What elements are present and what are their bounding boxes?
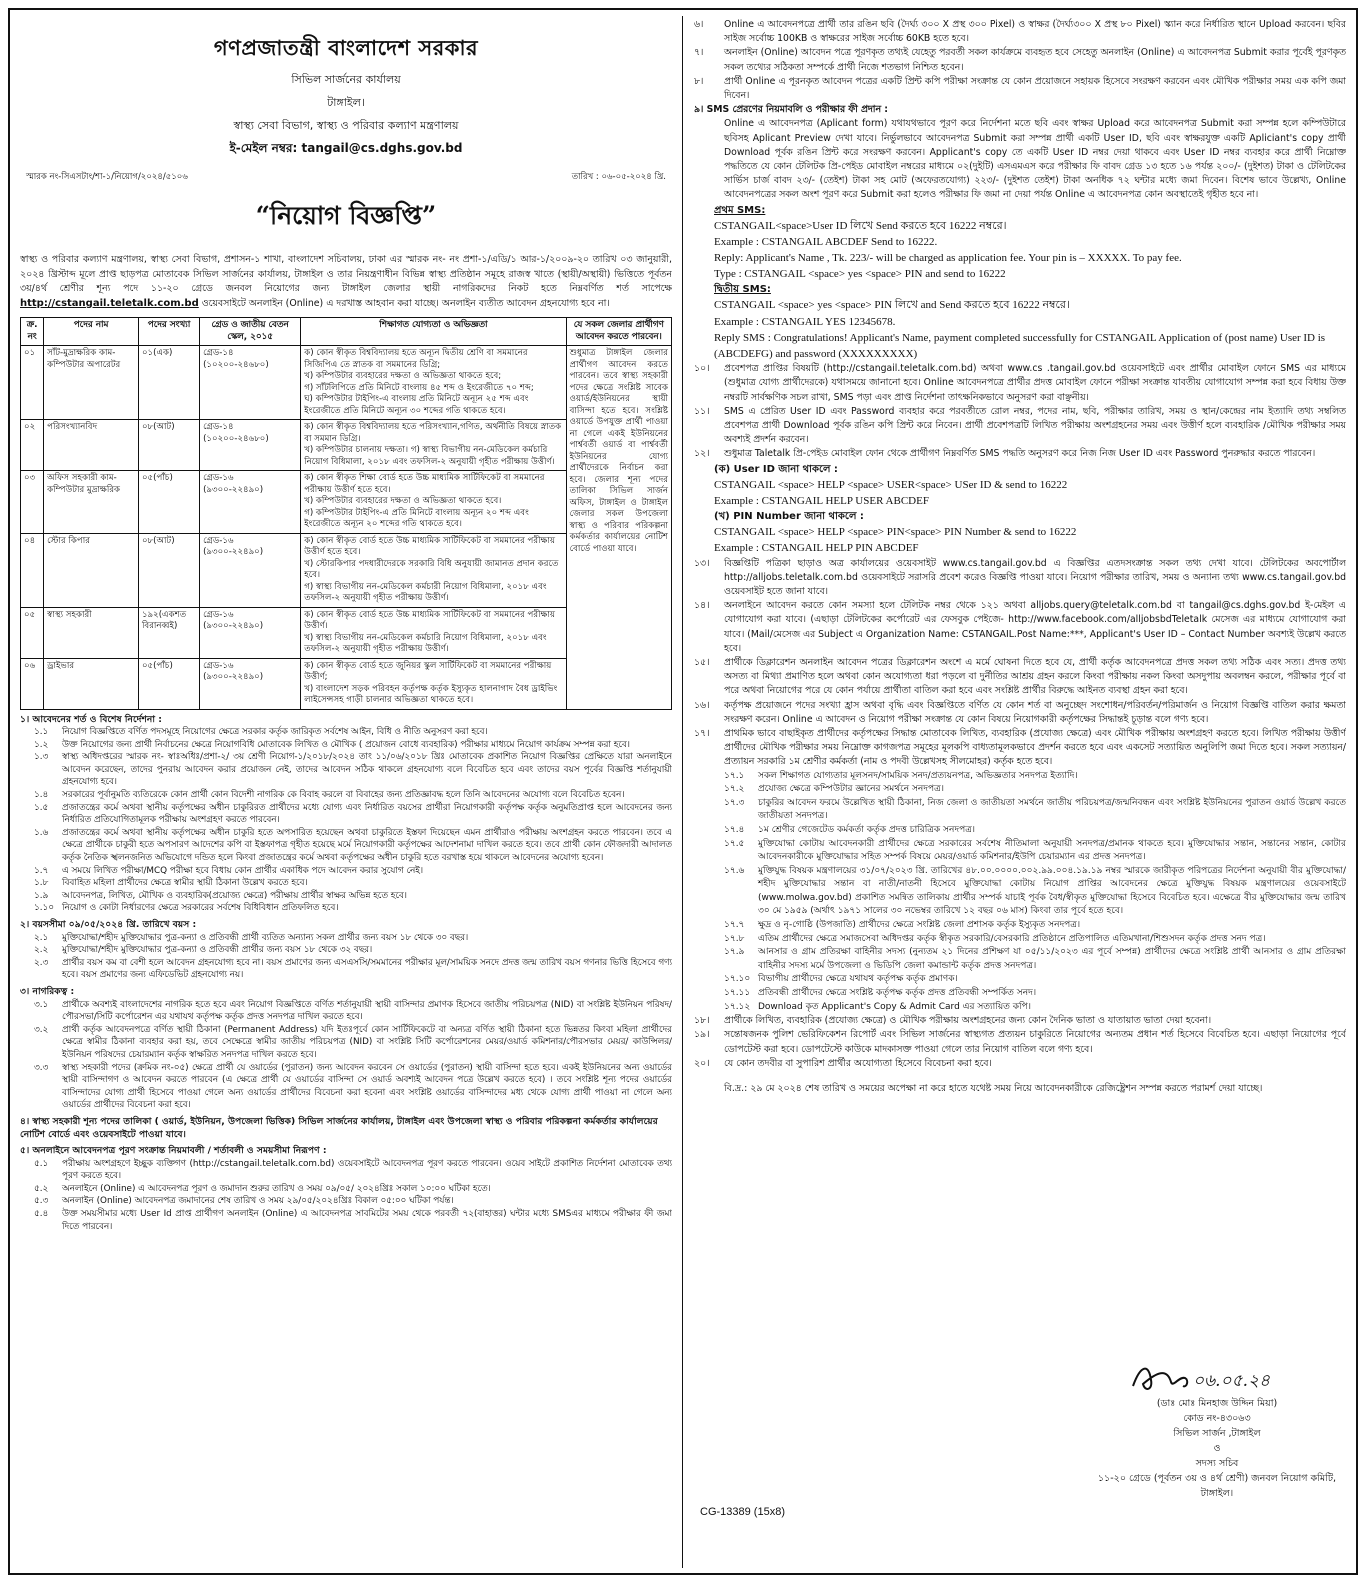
instruction-15: ১৫। প্রার্থীকে ডিক্লারেশন অনলাইন আবেদন পত্রের ডিক্লারেশন অংশে এ মর্মে ঘোষনা দিতে হবে যে, প্রার্থী কর্তৃক আবেদনপত্রে প্রদত্ত সকল তথ্য সঠিক এবং সত্য। প্রদত্ত তথ্য অসত্য বা মিথ্যা প্রমাণিত হলে অথবা কোন অযোগ্যতা ধরা পড়লে বা দুর্নীতির আশ্রয় গ্রহন করলে কিংবা পরীক্ষায় নকল কিংবা অসদুপায় অবলম্বন করলে, পরীক্ষার পূর্বে বা পরে অথবা নিয়োগের পরে যে কোন পর্যায়ে প্রার্থীতা বাতিল করা হবে এবং সংশ্লিষ্ট প্রার্থীর বিরুদ্ধে আইনত ব্যবস্থা গ্রহন করা হবে। [694, 656, 1346, 697]
qualification-line: ঘ) কম্পিউটার টাইপিং-এ বাংলায় প্রতি মিনিটে অন্যূন ২৫ শব্দ এবং ইংরেজীতে প্রতি মিনিটে অন্যূন ৩০ শব্দের গতি থাকতে হবে। [304, 394, 529, 416]
document-item [694, 824, 1346, 838]
section-heading: ৩। নাগরিকত্ব : [20, 985, 75, 997]
grade-label: গ্রেড-১৬ [203, 473, 234, 483]
qualification-line: খ) বাংলাদেশ সড়ক পরিবহন কর্তৃপক্ষ কর্তৃক ইস্যুকৃত হালনাগাদ বৈধ ড্রাইভিং লাইসেন্সসহ গাড়ী চালনার অভিজ্ঞতা থাকতে হবে। [304, 683, 558, 705]
condition-text: প্রজাতন্ত্রের কর্মে অথবা স্থানীয় কর্তৃপক্ষের অধীন চাকুরিরত প্রার্থীদের মধ্যে যোগ্য এবং নির্ধারিত বয়সের প্রার্থীরা নিয়োগকারী কর্তৃপক্ষ কর্তৃক অনুমতিপ্রাপ্ত হলে আবেদনের জন্য নির্ধারিত প্রতিযোগিতামূলক পরীক্ষায় অংশগ্রহণ করতে পারবেন। [62, 802, 672, 826]
cell-post-count: ০৫(পাঁচ) [138, 658, 199, 709]
condition-text: নিয়োগ বিজ্ঞপ্তিতে বর্ণিত পদসমূহে নিয়োগের ক্ষেত্রে সরকার কর্তৃক জারিকৃত সর্বশেষ আইন, বিধি ও নীতি অনুসরণ করা হবে। [62, 727, 488, 738]
condition-number: ২.১ [34, 932, 49, 943]
cell-qualification [301, 420, 566, 471]
footnote: বি.দ্র.: ২৯ মে ২০২৪ শেষ তারিখ ও সময়ের অপেক্ষা না করে হাতে যথেষ্ট সময় নিয়ে আবেদনকারীকে রেজিষ্ট্রেশন সম্পন্ন করতে পরামর্শ দেয়া যাচ্ছে। [724, 1083, 1263, 1095]
cell-qualification [301, 533, 566, 607]
cell-post-name: সাঁট-মুদ্রাক্ষরিক কাম-কম্পিউটার অপারেটর [44, 346, 139, 420]
grade-label: গ্রেড-১৬ [203, 535, 234, 546]
condition-text: প্রার্থীকে অবশ্যই বাংলাদেশের নাগরিক হতে হবে এবং নিয়োগ বিজ্ঞপ্তিতে বর্ণিত শর্তানুযায়ী স্থায়ী বাসিন্দার প্রমাণক হিসেবে জাতীয় পরিচয়পত্র (NID) বা সংশ্লিষ্ট ইউনিয়ন পরিষদ/ পৌরসভা/সিটি কর্পোরেশন এর যথাযথ কর্তৃপক্ষ কর্তৃক প্রদত্ত সনদপত্র দাখিল করতে হবে। [62, 999, 672, 1023]
cell-post-count: ০৮(আট) [138, 420, 199, 471]
document-item [694, 973, 1346, 987]
condition-number: ৩.১ [34, 999, 49, 1010]
sms-instruction-line: Reply SMS : Congratulations! Applicant's Name, payment completed successfully for CSTANGAIL Application of (post name) User ID is (ABCDEFG) and password (XXXXXXXXX) [714, 331, 1326, 361]
sms1-block [694, 218, 1346, 283]
column-divider [682, 16, 683, 1568]
condition-number: ১.৫ [34, 802, 49, 813]
document-number: ১৭.৪ [724, 824, 745, 835]
document-item [694, 946, 1346, 973]
posts-table [20, 317, 672, 710]
qualification-line: গ) স্বাস্থ্য বিভাগীয় নন-মেডিকেল কর্মচারী নিয়োগ বিধিমালা, ২০১৮ এবং তফসিল-২ অনুযায়ী গৃহীত পরীক্ষায় উত্তীর্ণ। [304, 581, 547, 603]
condition-number: ২.৩ [34, 957, 49, 968]
header-serial: ক্র. নং [21, 318, 44, 346]
cell-serial: ০৩ [21, 471, 44, 534]
documents-list [694, 770, 1346, 1015]
sms-help-line: CSTANGAIL <space> HELP <space> PIN<space> PIN Number & send to 16222 [714, 526, 1077, 539]
condition-item [20, 1195, 672, 1208]
cell-post-name: ড্রাইভার [44, 658, 139, 709]
document-item [694, 865, 1346, 919]
instruction-16: ১৬। কর্তৃপক্ষ প্রয়োজনে পদের সংখ্যা হ্রাস অথবা বৃদ্ধি এবং বিজ্ঞপ্তিতে বর্ণিত যে কোন শর্ত বা অনুচ্ছেদ সংশোধন/পরিবর্তন/পরিমার্জন ও নিয়োগ বিজ্ঞপ্তি বাতিল করার ক্ষমতা সংরক্ষণ করেন। Online এ আবেদন ও নিয়োগ পরীক্ষা সংক্রান্ত যে কোন বিষয়ে নিয়োগকারী কর্তৃপক্ষের সিদ্ধান্তই চূড়ান্ত বলে গণ্য হবে। [694, 699, 1346, 725]
pay-scale: (৯৩০০-২২৪৯০) [203, 672, 264, 682]
notice-title: “নিয়োগ বিজ্ঞপ্তি” [255, 201, 437, 230]
condition-text: প্রার্থীর বয়স কম বা বেশী হলে আবেদন গ্রহনযোগ্য হবে না। বয়স প্রমাণের জন্য এসএসসি/সমমানের পরীক্ষার মূল/সাময়িক সনদে প্রদত্ত জন্ম তারিখ বয়স গণনার ভিত্তি হিসেবে গণ্য হবে। বয়স প্রমাণের জন্য এফিডেভিট গ্রহনযোগ্য নয়। [62, 957, 672, 981]
memo-row [20, 170, 672, 184]
document-text: চাকুরির আবেদন ফরমে উল্লেখিত স্থায়ী ঠিকানা, নিজ জেলা ও জাতীয়তা সমর্থনে জাতীয় পরিচয়পত্র/জন্মনিবন্ধন এবং সংশ্লিষ্ট ইউনিয়নের পুরাতন ওয়ার্ড উল্লেখ করতে জাতীয়তা সনদপত্র। [758, 797, 1346, 822]
condition-text: সরকারের পূর্বানুমতি ব্যতিরেকে কোন প্রার্থী কোন বিদেশী নাগরিক কে বিবাহ করলে বা বিবাহের জন্য প্রতিজ্ঞাবদ্ধ হলে তিনি আবেদনের অযোগ্য বলে বিবেচিত হবেন। [62, 790, 625, 801]
document-text: এতিম প্রার্থীদের ক্ষেত্রে সমাজসেবা অধিদপ্তর কর্তৃক স্বীকৃত সরকারি/বেসরকারি প্রতিষ্ঠানে প্রতিপালিত এতিমখানা/শিশুসদন কর্তৃক প্রদত্ত সনদ পত্র। [758, 933, 1266, 944]
document-item [694, 783, 1346, 797]
cell-qualification [301, 346, 566, 420]
condition-text: প্রার্থী কর্তৃক আবেদনপত্রে বর্ণিত স্থায়ী ঠিকানা (Permanent Address) যদি ইতঃপূর্বে কোন সার্টিফিকেটে বা অন্যত্র বর্ণিত স্থায়ী ঠিকানা হতে ভিন্নতর কিংবা মহিলা প্রার্থীদের ক্ষেত্রে স্বামীর ঠিকানা ব্যবহার করা হয়, তবে সেক্ষেত্রে স্বামীর জাতীয় পরিচয়পত্র (NID) বা সংশ্লিষ্ট সিটি কর্পোরেশনের মেয়র/ওয়ার্ড কমিশনার/পৌরসভার মেয়র/ কাউন্সিলর/ইউনিয়ন পরিষদের চেয়ারম্যান কর্তৃক স্বাক্ষরিত সনদপত্র দাখিল করতে হবে। [62, 1024, 672, 1060]
instruction-9-heading: ৯। SMS প্রেরণের নিয়মাবলি ও পরীক্ষার ফী প্রদান : [694, 104, 889, 116]
qualification-line: ক) কোন স্বীকৃত বোর্ড হতে উচ্চ মাধ্যমিক সার্টিফিকেট বা সমমানের পরীক্ষায় উত্তীর্ণ হতে হবে। [304, 535, 556, 557]
document-number: ১৭.১০ [724, 974, 751, 985]
document-text: বিভাগীয় প্রার্থীদের ক্ষেত্রে যথাযথ কর্তৃপক্ষ কর্তৃক প্রমাণক। [758, 974, 958, 985]
qualification-line: গ) কম্পিউটার টাইপিং-এ প্রতি মিনিটে বাংলায় অন্যূন ২০ শব্দ এবং ইংরেজীতে অন্যূন ২০ শব্দের গতি থাকতে হবে। [304, 507, 529, 529]
document-item [694, 933, 1346, 947]
document-text: মুক্তিযুদ্ধ বিষয়ক মন্ত্রণালয়ের ৩১/০৭/২০২৩ খ্রি. তারিখের ৪৮.০০.০০০০.০০২.৯৯.০০৪.১৯.১৯ নম্বর স্মারকে জারীকৃত পরিপত্রের নির্দেশনা অনুযায়ী বীর মুক্তিযোদ্ধা/ শহীদ মুক্তিযোদ্ধার সন্তান বা নাতী/নাতনী হিসেবে মুক্তিযোদ্ধা কোটায় নিয়োগ প্রাপ্তির আবেদনের ক্ষেত্রে মুক্তিযুদ্ধ বিষয়ক মন্ত্রণালয়ের ওয়েবসাইটে (www.molwa.gov.bd) প্রকাশিত সমন্বিত তালিকায় প্রার্থীর সম্পর্ক যাচাই পূর্বক বৈধ/স্বীকৃত মুক্তিযোদ্ধা হিসেবে বিবেচিত হবে। এক্ষেত্রে বীর মুক্তিযোদ্ধার জন্ম তারিখ ৩০ মে ১৯৫৯ (অর্থাৎ ১৯৭১ সালের ৩০ নভেম্বর তারিখে ১২ বছর ০৬ মাস) কিংবা তার পূর্বে হতে হবে। [758, 865, 1346, 917]
signatory-name: (ডাঃ মোঃ মিনহাজ উদ্দিন মিয়া) [1156, 1398, 1278, 1409]
condition-item [20, 802, 672, 827]
cell-qualification [301, 658, 566, 709]
qualification-line: ক) কোন স্বীকৃত বিশ্ববিদ্যালয় হতে অন্যূন দ্বিতীয় শ্রেণি বা সমমানের সিজিপিএ তে স্নাতক বা সমমানের ডিগ্রি; [304, 348, 528, 370]
sms-help-line: Example : CSTANGAIL HELP USER ABCDEF [714, 494, 929, 507]
table-header-row [21, 318, 672, 346]
document-item [694, 838, 1346, 865]
signatory-designation: সিভিল সার্জন ,টাঙ্গাইল [1173, 1428, 1261, 1439]
cell-post-count: ০১(এক) [138, 346, 199, 420]
document-number: ১৭.১ [724, 770, 745, 781]
cell-grade [200, 471, 301, 534]
sms-help-line: CSTANGAIL <space> HELP <space> USER<space> USer ID & send to 16222 [714, 478, 1068, 491]
cell-grade [200, 346, 301, 420]
signatory-place: টাঙ্গাইল। [1200, 1488, 1234, 1499]
condition-number: ৩.২ [34, 1024, 49, 1035]
qualification-line: ক) কোন স্বীকৃত বিশ্ববিদ্যালয় হতে পরিসংখ্যান,গণিত, অর্থনীতি বিষয়ে স্নাতক বা সমমান ডিগ্রি। [304, 422, 562, 444]
header-post-name: পদের নাম [44, 318, 139, 346]
condition-section [20, 919, 672, 982]
instruction-8: ৮। প্রার্থী Online এ পূরনকৃত আবেদন পত্রের একটি প্রিন্ট কপি পরীক্ষা সংক্রান্ত যে কোন প্রয়োজনে সহায়ক হিসেবে সংরক্ষণ করবেন এবং মৌখিক পরীক্ষার সময় এক কপি জমা দিবেন। [694, 75, 1346, 102]
condition-text: আবেদনপত্র, লিখিত, মৌখিক ও ব্যবহারিক(প্রয়োজ্য ক্ষেত্রে) পরীক্ষায় প্রার্থীর স্বাক্ষর অভিন্ন হতে হবে। [62, 890, 407, 901]
condition-number: ৫.৩ [34, 1196, 49, 1207]
qualification-line: গ) সাঁটলিপিতে প্রতি মিনিটে বাংলায় ৪৫ শব্দ ও ইংরেজীতে ৭০ শব্দ; [304, 382, 534, 393]
condition-text: মুক্তিযোদ্ধা/শহীদ মুক্তিযোদ্ধার পুত্র-কন্যা ও প্রতিবন্ধী প্রার্থী ব্যতিত অন্যান্য সকল প্রার্থীর জন্য বয়স ১৮ থেকে ৩০ বছর। [62, 932, 469, 943]
header-qualification: শিক্ষাগত যোগ্যতা ও অভিজ্ঞতা [301, 318, 566, 346]
qualification-line: ক) কোন স্বীকৃত বোর্ড হতে জুনিয়র স্কুল সার্টিফিকেট বা সমমানের পরীক্ষায় উত্তীর্ণ; [304, 660, 552, 682]
document-item [694, 1001, 1346, 1015]
cell-qualification [301, 471, 566, 534]
condition-number: ১.৬ [34, 827, 49, 838]
signatory-code: কোড নং-৪৩০৬৩ [1183, 1413, 1251, 1424]
grade-label: গ্রেড-১৪ [203, 348, 234, 358]
condition-item [20, 890, 672, 903]
condition-text: উক্ত সময়সীমার মধ্যে User Id প্রাপ্ত প্রার্থীগণ অনলাইন (Online) এ আবেদনপত্র সাবমিটের সময় থেকে পরবর্তী ৭২(বাহাত্তর) ঘন্টার মধ্যে SMSএর মাধ্যমে পরীক্ষার ফী জমা দিতে পারবেন। [62, 1209, 672, 1232]
grade-label: গ্রেড-১৬ [203, 609, 234, 620]
instruction-10: ১০। প্রবেশপত্র প্রাপ্তির বিষয়টি (http://cstangail.teletalk.com.bd) অথবা www.cs .tangail.gov.bd ওয়েবসাইটে এবং প্রার্থীর মোবাইল ফোনে SMS এর মাধ্যমে (শুধুমাত্র যোগ্য প্রার্থীদেরকে) যথাসময়ে জানানো হবে। Online আবেদনপত্রে প্রার্থীর প্রদত্ত মোবাইল ফোনে পরীক্ষা সংক্রান্ত যাবতীয় যোগাযোগ সম্পন্ন করা হবে বিধায় উক্ত নম্বরটি সার্বক্ষণিক সচল রাখা, SMS পড়া এবং প্রাপ্ত নির্দেশনা তাৎক্ষনিকভাবে অনুসরণ করা বাঞ্ছনীয়। [694, 363, 1346, 403]
office-name: সিভিল সার্জনের কার্যালয় [291, 73, 401, 86]
condition-text: উক্ত নিয়োগের জন্য প্রার্থী নির্বাচনের ক্ষেত্রে নিয়োগবিধি মোতাবেক লিখিত ও মৌখিক ( প্রয়োজন বোধে ব্যবহারিক) পরীক্ষার মাধ্যমে নিয়োগ কার্যক্রম সম্পন্ন করা হবে। [62, 739, 630, 750]
condition-item [20, 902, 672, 915]
sms-instruction-line: Example : CSTANGAIL YES 12345678. [714, 315, 896, 328]
qualification-line: খ) কম্পিউটার ব্যবহারের দক্ষতা ও অভিজ্ঞতা থাকতে হবে; [304, 371, 502, 381]
condition-item [20, 789, 672, 802]
condition-number: ১.১ [34, 727, 49, 738]
qualification-line: খ) কম্পিউটার চালনায় দক্ষতা। গ) স্বাস্থ্য বিভাগীয় নন-মেডিকেল কর্মচারি নিয়োগ বিধিমালা, ২০১৮ এবং তফসিল-২ অনুযায়ী গৃহীত পরীক্ষায় উত্তীর্ণ। [304, 445, 555, 467]
sms-instruction-line: Reply: Applicant's Name , Tk. 223/- will be charged as application fee. Your pin is – XXXXX. To pay fee. [714, 252, 1182, 265]
instruction-18: ১৮। প্রার্থীকে লিখিত, ব্যবহারিক (প্রযোজ্য ক্ষেত্রে) ও মৌখিক পরীক্ষায় অংশগ্রহনের জন্য কোন দৈনিক ভাতা ও যাতায়াত ভাতা দেয়া হবেনা। [694, 1015, 1212, 1027]
condition-text: স্বাস্থ্য অধিদপ্তরের স্মারক নং- স্বাঃঅধিঃ/প্রশা-২/ ৩য় শ্রেণী নিয়োগ-১/২০১৮/২০২৪ তাং ১১/০৬/২০১৮ খ্রিঃ মোতাবেক প্রকাশিত নিয়োগ বিজ্ঞপ্তির প্রেক্ষিতে যারা অনলাইনে আবেদন করেছেন, তাদের পুনরায় আবেদন করার প্রয়োজন নেই, তাদের আবেদন সঠিক থাকলে গ্রহনযোগ্য বলে বিবেচিত হবে এবং তাদের বয়স পূর্বের বিজ্ঞপ্তি শর্তানুযায়ী গ্রহনযোগ্য হবে। [62, 752, 672, 788]
signatory-and: ও [1213, 1443, 1221, 1454]
cell-grade [200, 420, 301, 471]
document-number: ১৭.৩ [724, 797, 745, 808]
header-grade: গ্রেড ও জাতীয় বেতন স্কেল, ২০১৫ [200, 318, 301, 346]
cell-serial: ০১ [21, 346, 44, 420]
condition-item [20, 726, 672, 739]
document-number: ১৭.৫ [724, 838, 745, 849]
condition-number: ১.৮ [34, 878, 49, 889]
condition-item [20, 739, 672, 752]
cell-serial: ০৫ [21, 607, 44, 658]
document-text: প্রযোজ্য ক্ষেত্রে কম্পিউটার জ্ঞানের সমর্থনে সনদপত্র। [758, 784, 944, 795]
cell-post-count: ১৯২(একশত বিরানব্বই) [138, 607, 199, 658]
memo-number: স্মারক নং-সিএসটাং/শা-১/নিয়োগ/২০২৪/৫১০৬ [26, 172, 188, 182]
header-eligible-districts: যে সকল জেলার প্রার্থীগণ আবেদন করতে পারবেন। [566, 318, 671, 346]
signature-date: ০৬.০৫.২৪ [1193, 1371, 1271, 1391]
condition-number: ১.৭ [34, 865, 49, 876]
cell-post-name: অফিস সহকারী কাম-কম্পিউটার মুদ্রাক্ষরিক [44, 471, 139, 534]
cell-post-name: পরিসংখ্যানবিদ [44, 420, 139, 471]
sms2-heading: দ্বিতীয় SMS: [714, 284, 771, 296]
instruction-17: ১৭। প্রাথমিক ভাবে বাছাইকৃত প্রার্থীদের কর্তৃপক্ষের সিদ্ধান্ত মোতাবেক লিখিত, ব্যবহারিক (প্রযোজ্য ক্ষেত্রে) এবং মৌখিক পরীক্ষায় অংশগ্রহণ করতে হবে। লিখিত পরীক্ষায় উত্তীর্ণ প্রার্থীদের মৌখিক পরীক্ষার সময় নিম্নোক্ত কাগজপত্র সমূহের মূলকপি বাধ্যতামূলকভাবে প্রদর্শন করতে হবে এবং একসেট সত্যায়িত অনুলিপি জমা দিতে হবে। সকল সত্যায়ন/প্রত্যায়ন সরকারি ১ম শ্রেণীর কর্মকর্তা (নাম ও পদবী উল্লেখসহ সীলমোহর) কর্তৃক হতে হবে। [694, 727, 1346, 768]
condition-item [20, 1183, 672, 1196]
section-heading: ৫। অনলাইনে আবেদনপত্র পূরণ সংক্রান্ত নিয়মাবলী / শর্তাবলী ও সময়সীমা নিরূপণ : [20, 1145, 327, 1157]
right-column [694, 18, 1346, 1566]
pay-scale: (১০২০০-২৪৬৮০) [203, 359, 269, 370]
memo-date: তারিখ : ০৬-০৫-২০২৪ খ্রি. [571, 172, 666, 182]
pin-block [694, 524, 1346, 556]
condition-text: বিবাহিত মহিলা প্রার্থীদের ক্ষেত্রে স্বামীর স্থায়ী ঠিকানা উল্লেখ করতে হবে। [62, 878, 308, 889]
condition-item [20, 877, 672, 890]
sms-instruction-line: CSTANGAIL <space> yes <space> PIN লিখে and Send করতে হবে 16222 নম্বরে। [714, 299, 1070, 312]
instruction-6: ৬। Online এ আবেদনপত্রে প্রার্থী তার রঙিন ছবি (দৈর্ঘ্য ৩০০ X প্রস্থ ৩০০ Pixel) ও স্বাক্ষর (দৈর্ঘ্য৩০০ X প্রস্থ ৮০ Pixel) স্ক্যান করে নির্ধারিত স্থানে Upload করবেন। ছবির সাইজ সর্বোচ্চ 100KB ও স্বাক্ষরের সাইজ সর্বোচ্চ 60KB হতে হবে। [694, 19, 1346, 45]
pin-heading: (খ) PIN Number জানা থাকলে : [714, 511, 864, 523]
intro-paragraph [20, 253, 672, 311]
condition-number: ৩.৩ [34, 1062, 49, 1073]
condition-item [20, 827, 672, 865]
office-email: ই-মেইল নম্বর: tangail@cs.dghs.gov.bd [229, 141, 463, 155]
cell-post-name: স্বাস্থ্য সহকারী [44, 607, 139, 658]
document-number: ১৭.৯ [724, 947, 745, 958]
cell-qualification [301, 607, 566, 658]
condition-number: ২.২ [34, 945, 49, 956]
cell-grade [200, 533, 301, 607]
table-row [21, 346, 672, 420]
condition-item [20, 957, 672, 982]
document-text: ১ম শ্রেণীর গেজেটেড কর্মকর্তা কর্তৃক প্রদত্ত চারিত্রিক সনদপত্র। [758, 824, 976, 835]
instruction-7: ৭। অনলাইন (Online) আবেদন পত্রে পূরণকৃত তথ্যই যেহেতু পরবর্তী সকল কার্যক্রমে ব্যবহৃত হবে সেহেতু অনলাইন (Online) এ আবেদনপত্র Submit করার পূর্বেই পূরণকৃত সকল তথ্যের সঠিকতা সম্পর্কে প্রার্থী নিজে শতভাগ নিশ্চিত হবেন। [694, 47, 1346, 73]
cell-eligible-districts: শুধুমাত্র টাঙ্গাইল জেলার প্রার্থীগণ আবেদন করতে পারবেন। তবে স্বাস্থ্য সহকারী পদের ক্ষেত্রে সংশ্লিষ্ট সাবেক ওয়ার্ড/ইউনিয়নের স্থায়ী বাসিন্দা হতে হবে। সংশ্লিষ্ট ওয়ার্ডে উপযুক্ত প্রার্থী পাওয়া না গেলে একই ইউনিয়নের পার্শ্ববর্তী ওয়ার্ড বা পার্শ্ববর্তী ইউনিয়নের যোগ্য প্রার্থীদেরকে নির্বাচন করা হবে। জেলার শূন্য পদের তালিকা সিভিল সার্জন অফিস, টাঙ্গাইল ও টাঙ্গাইল জেলার সকল উপজেলা স্বাস্থ্য ও পরিবার পরিকল্পনা কর্মকর্তার কার্যালয়ের নোটিশ বোর্ডে পাওয়া যাবে। [566, 346, 671, 710]
instruction-14: ১৪। অনলাইনে আবেদন করতে কোন সমস্যা হলে টেলিটক নম্বর থেকে ১২১ অথবা alljobs.query@teletalk.com.bd বা tangail@cs.dghs.gov.bd ই-মেইল এ যোগাযোগ করা যাবে। (এছাড়া টেলিটকের কর্পোরেট এর ফেসবুক পেইজে- http://www.facebook.com/alljobsbdTeletalk মেসেজ এর মাধ্যমে যোগাযোগ করা যাবে। (Mail/মেসেজ এর Subject এ Organization Name: CSTANGAIL.Post Name:***, Applicant's User ID – Contact Number অবশ্যই উল্লেখ করতে হবে। [694, 600, 1346, 654]
sms1-heading: প্রথম SMS: [714, 204, 766, 216]
qualification-line: খ) স্টোরকিপার পদধারীদেরকে সরকারি বিধি অনুযায়ী জামানত প্রদান করতে হবে। [304, 558, 559, 580]
document-number: ১৭.৬ [724, 865, 745, 876]
document-number: ১৭.৭ [724, 920, 745, 931]
condition-text: স্বাস্থ্য সহকারী পদের (ক্রমিক নং-০৫) ক্ষেত্রে প্রার্থী যে ওয়ার্ডের (পুরাতন) জন্য আবেদন করবেন সে ওয়ার্ডের (পুরাতন) স্থায়ী বাসিন্দা হতে হবে। একই ইউনিয়নের অন্য ওয়ার্ডের স্থায়ী বাসিন্দাগণ ও আবেদন করতে পারবেন (এ ক্ষেত্রে প্রার্থী যে ওয়ার্ডের বাসিন্দা সে ওয়ার্ড অবশ্যই আবেদন পত্রে উল্লেখ করতে হবে) । তবে সংশ্লিষ্ট শূন্য পদের ওয়ার্ডের বাসিন্দাদের যোগ্য প্রার্থী হিসেবে পাওয়া গেলে অন্য ওয়ার্ডের প্রার্থীদের বিবেচনা করা হবেনা এবং সংশ্লিষ্ট ওয়ার্ডের বাসিন্দাদের মধ্য থেকে যোগ্য প্রার্থী পাওয়া না গেলে অন্য ওয়ার্ডের প্রার্থীদের বিবেচনা করা হবে। [62, 1062, 672, 1111]
sms-instruction-line: Type : CSTANGAIL <space> yes <space> PIN and send to 16222 [714, 268, 1006, 281]
condition-text: অনলাইন (Online) আবেদনপত্র জমাদানের শেষ তারিখ ও সময় ২৯/০৫/২০২৪খ্রিঃ বিকাল ০৫:০০ ঘটিকা পর্যন্ত। [62, 1196, 454, 1207]
cg-code: CG-13389 (15x8) [700, 1506, 785, 1518]
pay-scale: (১০২০০-২৪৬৮০) [203, 433, 269, 444]
apply-link[interactable]: http://cstangail.teletalk.com.bd [20, 297, 199, 309]
condition-item [20, 1208, 672, 1233]
condition-number: ৫.২ [34, 1183, 49, 1194]
pay-scale: (৯৩০০-২২৪৯০) [203, 547, 264, 557]
condition-number: ১.১০ [34, 903, 54, 914]
cell-grade [200, 607, 301, 658]
intro-text-after: ওয়েবসাইটে অনলাইন (Online) এ দরখাস্ত আহবান করা যাচ্ছে। অনলাইন ব্যতীত আবেদন গ্রহনযোগ্য হবে না। [201, 297, 610, 309]
document-number: ১৭.২ [724, 784, 745, 795]
grade-label: গ্রেড-১৪ [203, 422, 234, 432]
cell-serial: ০২ [21, 420, 44, 471]
qualification-line: ক) কোন স্বীকৃত শিক্ষা বোর্ড হতে উচ্চ মাধ্যমিক সার্টিফিকেট বা সমমানের পরীক্ষায় উত্তীর্ণ হতে হবে। [304, 473, 545, 495]
cell-serial: ০৬ [21, 658, 44, 709]
grade-label: গ্রেড-১৬ [203, 660, 234, 671]
condition-text: নিয়োগ ও কোটা নির্ধারণের ক্ষেত্রে সরকারের সর্বশেষ বিধিবিধান প্রতিফলিত হবে। [62, 903, 339, 914]
section-heading: ২। বয়সসীমা ০৯/০৫/২০২৪ খ্রি. তারিখে বয়স : [20, 919, 197, 930]
document-item [694, 770, 1346, 784]
condition-section [20, 714, 672, 916]
condition-text: পরীক্ষায় অংশগ্রহণে ইচ্ছুক ব্যক্তিগণ (http://cstangail.teletalk.com.bd) ওয়েবসাইটে আবেদনপত্র পূরণ করতে পারবেন। ওয়েব সাইটে প্রকাশিত নির্দেশনা মোতাবেক তথ্য পূরণ করতে হবে। [62, 1158, 672, 1182]
document-item [694, 919, 1346, 933]
cell-post-name: স্টোর কিপার [44, 533, 139, 607]
pay-scale: (৯৩০০-২২৪৯০) [203, 621, 264, 631]
document-text: ক্ষুদ্র ও নৃ-গোষ্ঠি (উপজাতি) প্রার্থীদের ক্ষেত্রে সংশ্লিষ্ট জেলা প্রশাসক কর্তৃক ইস্যুকৃত সনদপত্র। [758, 920, 1081, 931]
condition-item [20, 865, 672, 878]
instruction-13: ১৩। বিজ্ঞপ্তিটি পত্রিকা ছাড়াও অত্র কার্যালয়ের ওয়েবসাইট www.cs.tangail.gov.bd এ বিজ্ঞপ্তির এতদসংক্রান্ত সকল তথ্য দেখা যাবে। টেলিটকের অবপোর্টাল http://alljobs.teletalk.com.bd ওয়েবসাইটে সরাসরি প্রবেশ করেও বিজ্ঞপ্তি পাওয়া যাবে। নিয়োগ পরীক্ষার তারিখ, সময় ও অন্যান্য তথ্য www.cs.tangail.gov.bd ওয়েবসাইট হতে জানা যাবে। [694, 557, 1346, 597]
instruction-20: ২০। যে কোন তদবীর বা সুপারিশ প্রার্থীর অযোগ্যতা হিসেবে বিবেচনা করা হবে। [694, 1057, 992, 1069]
condition-item [20, 944, 672, 957]
district-name: টাঙ্গাইল। [327, 96, 365, 109]
sms-instruction-line: Example : CSTANGAIL ABCDEF Send to 16222. [714, 235, 938, 248]
condition-section [20, 986, 672, 1112]
cell-serial: ০৪ [21, 533, 44, 607]
document-item [694, 797, 1346, 824]
condition-number: ৫.১ [34, 1158, 49, 1169]
sms-instruction-line: CSTANGAIL<space>User ID লিখে Send করতে হবে 16222 নম্বরে। [714, 219, 1007, 232]
userid-heading: (ক) User ID জানা থাকলে : [714, 463, 838, 475]
government-title: গণপ্রজাতন্ত্রী বাংলাদেশ সরকার [213, 35, 479, 60]
cell-post-count: ০৮(আট) [138, 533, 199, 607]
condition-item [20, 1024, 672, 1062]
signatory-committee: ১১-২০ গ্রেডে (পূর্বতন ৩য় ও ৪র্থ শ্রেণী) জনবল নিয়োগ কমিটি, [1097, 1473, 1337, 1484]
document-number: ১৭.৮ [724, 933, 745, 944]
condition-text: অনলাইনে (Online) এ আবেদনপত্র পূরণ ও জমাদান শুরুর তারিখ ও সময় ০৯/০৫/ ২০২৪খ্রিঃ সকাল ১০:০০ ঘটিকা হতে। [62, 1183, 491, 1194]
condition-number: ১.২ [34, 739, 49, 750]
qualification-line: খ) কম্পিউটার ব্যবহারের দক্ষতা ও অভিজ্ঞতা থাকতে হবে। [304, 496, 502, 506]
userid-block [694, 477, 1346, 509]
condition-section [20, 1145, 672, 1233]
document-text: মুক্তিযোদ্ধা কোটায় আবেদনকারী প্রার্থীদের ক্ষেত্রে সরকারের সর্বশেষ নীতিমালা অনুযায়ী সনদপত্র/প্রমানক থাকতে হবে। মুক্তিযোদ্ধার সন্তান, সন্তানের সন্তান, কোটার আবেদনকারীকে মুক্তিযোদ্ধার সহিত সম্পর্ক বিষয়ে মেয়র/ওয়ার্ড কমিশনার/ইউপি চেয়ারম্যান এর প্রদত্ত সনদপত্র। [758, 838, 1346, 863]
cell-post-count: ০৫(পাঁচ) [138, 471, 199, 534]
handwritten-signature [1127, 1358, 1307, 1396]
qualification-line: খ) স্বাস্থ্য বিভাগীয় নন-মেডিকেল কর্মচারি নিয়োগ বিধিমালা, ২০১৮ এবং তফসিল-২ অনুযায়ী গৃহীত পরীক্ষায় উত্তীর্ণ। [304, 632, 547, 654]
condition-number: ১.৯ [34, 890, 49, 901]
document-number: ১৭.১১ [724, 988, 751, 999]
cell-grade [200, 658, 301, 709]
condition-text: এ সময়ে লিখিত পরীক্ষা/MCQ পরীক্ষা হবে বিধায় কোন প্রার্থীর একাধিক পদে আবেদন করার সুযোগ নেই। [62, 865, 424, 876]
document-text: Download কৃত Applicant's Copy & Admit Card এর সত্যায়িত কপি। [758, 1001, 1031, 1012]
document-number: ১৭.১২ [724, 1001, 751, 1012]
document-text: সকল শিক্ষাগত যোগ্যতার মূলসনদ/সাময়িক সনদ/প্রত্যয়নপত্র, অভিজ্ঞতার সনদপত্র ইত্যাদি। [758, 770, 1078, 781]
header-post-count: পদের সংখ্যা [138, 318, 199, 346]
pay-scale: (৯৩০০-২২৪৯০) [203, 484, 264, 495]
section-heading: ৪। স্বাস্থ্য সহকারী শূন্য পদের তালিকা ( ওয়ার্ড, ইউনিয়ন, উপজেলা ভিত্তিক) সিভিল সার্জনের কার্যালয়, টাঙ্গাইল এবং উপজেলা স্বাস্থ্য ও পরিবার পরিকল্পনা কর্মকর্তার কার্যালয়ের নোটিশ বোর্ডে এবং ওয়েবসাইটে পাওয়া যাবে। [20, 1115, 658, 1140]
notice-page [8, 8, 1358, 1575]
condition-text: প্রজাতন্ত্রের কর্মে অথবা স্থানীয় কর্তৃপক্ষের অধীন চাকুরি হতে অপসারিত হয়েছেন অথবা চাকুরিতে ইস্তফা দিয়েছেন এমন প্রার্থীরাও পরীক্ষায় অংশগ্রহন করতে পারবেন। তবে এ ক্ষেত্রে প্রার্থীকে চাকুরী হতে অপসারণ আদেশের কপি বা ইস্তফাপত্র গৃহীত হয়েছে মর্মে নিয়োগকারী কর্তৃপক্ষের আদেশনামা দাখিল করতে হবে। তবে প্রার্থী কোন ফৌজদারী আদালত কর্তৃক নৈতিক স্খলনজনিত অভিযোগে দন্ডিত হলে কিংবা প্রজাতন্ত্রের কর্মে অথবা কর্তৃপক্ষের অধীন চাকুরি হতে বরখাস্ত হয়ে থাকলে আবেদনের অযোগ্য হবেন। [62, 827, 672, 864]
signature-block [1092, 1358, 1342, 1501]
sms2-block [694, 297, 1346, 362]
condition-number: ১.৩ [34, 752, 49, 763]
intro-text: স্বাস্থ্য ও পরিবার কল্যাণ মন্ত্রণালয়, স্বাস্থ্য সেবা বিভাগ, প্রশাসন-১ শাখা, বাংলাদেশ সচিবালয়, ঢাকা এর স্মারক নং- নং প্রশা-১/এডি/১ আর-১/২০০৯-২০ তারিখ ০৩ জানুয়ারী, ২০২৪ খ্রিস্টাব্দ মূলে প্রাপ্ত ছাড়পত্র মোতাবেক সিভিল সার্জনের কার্যালয়, টাঙ্গাইল ও তার নিয়ন্ত্রণাধীন বিভিন্ন স্বাস্থ্য প্রতিষ্ঠান সমূহে রাজস্ব খাতে (স্থায়ী/অস্থায়ী) ভিত্তিতে পূর্বতন ৩য়/৪র্থ শ্রেণীর শূন্য পদে ১১-২০ গ্রেডে জনবল নিয়োগের জন্য টাঙ্গাইল জেলার স্থায়ী নাগরিকদের নিকট হতে নিম্নবর্ণিত শর্ত সাপেক্ষে [20, 254, 672, 294]
document-text: প্রতিবন্ধী প্রার্থীদের ক্ষেত্রে সংশ্লিষ্ট কর্তৃপক্ষ কর্তৃক প্রদত্ত প্রতিবন্ধী সম্পর্কিত সনদ। [758, 988, 1037, 999]
sms-help-line: Example : CSTANGAIL HELP PIN ABCDEF [714, 542, 919, 555]
instruction-11: ১১। SMS এ প্রেরিত User ID এবং Password ব্যবহার করে পরবর্তীতে রোল নম্বর, পদের নাম, ছবি, পরীক্ষার তারিখ, সময় ও স্থান/কেন্দ্রের নাম ইত্যাদি তথ্য সম্বলিত প্রবেশপত্র প্রার্থী Download পূর্বক রঙিন কপি প্রিন্ট করে নিবেন। প্রার্থী প্রবেশপত্রটি লিখিত পরীক্ষায় অংশগ্রহনের সময় এবং উত্তীর্ণ হলে ব্যবহারিক /মৌখিক পরীক্ষার সময় অবশ্যই প্রদর্শন করবেন। [694, 405, 1346, 446]
condition-section [20, 1116, 672, 1141]
condition-item [20, 932, 672, 945]
signatory-role: সদস্য সচিব [1195, 1458, 1239, 1469]
condition-number: ৫.৪ [34, 1209, 49, 1220]
condition-item [20, 999, 672, 1024]
conditions-sections [20, 714, 672, 1234]
condition-number: ১.৪ [34, 790, 49, 801]
condition-item [20, 1158, 672, 1183]
section-heading: ১। আবেদনের শর্ত ও বিশেষ নির্দেশনা : [20, 713, 162, 725]
letterhead [20, 32, 672, 160]
condition-item [20, 1062, 672, 1112]
instruction-9-text: Online এ আবেদনপত্র (Aplicant form) যথাযথভাবে পূরণ করে নির্দেশনা মতে ছবি এবং স্বাক্ষর Upload করে আবেদনপত্র Submit করা সম্পন্ন হলে কম্পিউটারে ছবিসহ Aplicant Preview দেখা যাবে। নির্ভুলভাবে আবেদনপত্র Submit করা সম্পন্ন প্রার্থী একটি User ID, ছবি এবং স্বাক্ষরযুক্ত একটি Apliciant's copy প্রার্থী Download পূর্বক রঙিন প্রিন্ট করে সংরক্ষণ করবেন। Applicant's copy তে একটি User ID নম্বর দেয়া থাকবে এবং User ID নম্বর ব্যবহার করে প্রার্থী নিম্নোক্ত পদ্ধতিতে যে কোন টেলিটক প্রি-পেইড মোবাইল নম্বরের মাধ্যমে ০২(দুইটি) এসএমএস করে পরীক্ষার ফি বাবদ গ্রেড ১৩ হতে ১৬ পর্যন্ত ২০০/- (দুইশত) টাকা ও টেলিটকের সার্ভিস চার্জ বাবদ ২৩/- (তেইশ) টাকা সহ মোট (অফেরতযোগ্য) ২২৩/- (দুইশত তেইশ) টাকা অনধিক ৭২ ঘন্টার মধ্যে জমা দিবেন। বিশেষ ভাবে উল্লেখ্য, Online আবেদনপত্রের সকল অংশ পূরণ করে Submit করা হলেও পরীক্ষার ফি জমা না দেয়া পর্যন্ত Online এ আবেদনপত্র কোন অবস্থাতেই গৃহীত হবে না। [724, 118, 1346, 201]
instruction-12: ১২। শুধুমাত্র Taletalk প্রি-পেইড মোবাইল ফোন থেকে প্রার্থীগণ নিম্নবর্ণিত SMS পদ্ধতি অনুসরণ করে নিজ নিজ User ID এবং Password পুনরুদ্ধার করতে পারবেন। [694, 448, 1316, 460]
document-item [694, 987, 1346, 1001]
document-text: আনসার ও গ্রাম প্রতিরক্ষা বাহিনীর সদস্য (নুন্যতম ২১ দিনের প্রশিক্ষণ যা ০৫/১১/২০২৩ এর পূর্বে সম্পন্ন) প্রার্থীদের ক্ষেত্রে সংশ্লিষ্ট প্রার্থী আনসার ও গ্রাম প্রতিরক্ষা বাহিনীর সদস্য মর্মে উপজেলা ও ভিডিপি জেলা কমান্ডান্ট কর্তৃক প্রদত্ত সনদপত্র। [758, 947, 1346, 971]
condition-item [20, 751, 672, 789]
qualification-line: ক) কোন স্বীকৃত বোর্ড হতে উচ্চ মাধ্যমিক সার্টিফিকেট বা সমমানের পরীক্ষায় উত্তীর্ণ। [304, 609, 556, 631]
left-column [20, 18, 672, 1566]
ministry-name: স্বাস্থ্য সেবা বিভাগ, স্বাস্থ্য ও পরিবার কল্যাণ মন্ত্রণালয় [233, 119, 459, 132]
instruction-19: ১৯। সন্তোষজনক পুলিশ ভেরিফিকেশন রিপোর্ট এবং সিভিল সার্জনের স্বাস্থ্যগত প্রত্যয়ন চাকুরিতে নিয়োগের অন্যতম প্রধান শর্ত হিসেবে বিবেচিত হবে। এছাড়া নিয়োগের পূর্বে ডোপটেস্ট করা হবে। ডোপটেস্টে কাউকে মাদকাসক্ত পাওয়া গেলে তার নিয়োগ বাতিল বলে গণ্য হবে। [694, 1029, 1346, 1055]
condition-text: মুক্তিযোদ্ধা/শহীদ মুক্তিযোদ্ধার পুত্র-কন্যা ও প্রতিবন্ধী প্রার্থীর জন্য বয়স ১৮ থেকে ৩২ বছর। [62, 945, 373, 956]
